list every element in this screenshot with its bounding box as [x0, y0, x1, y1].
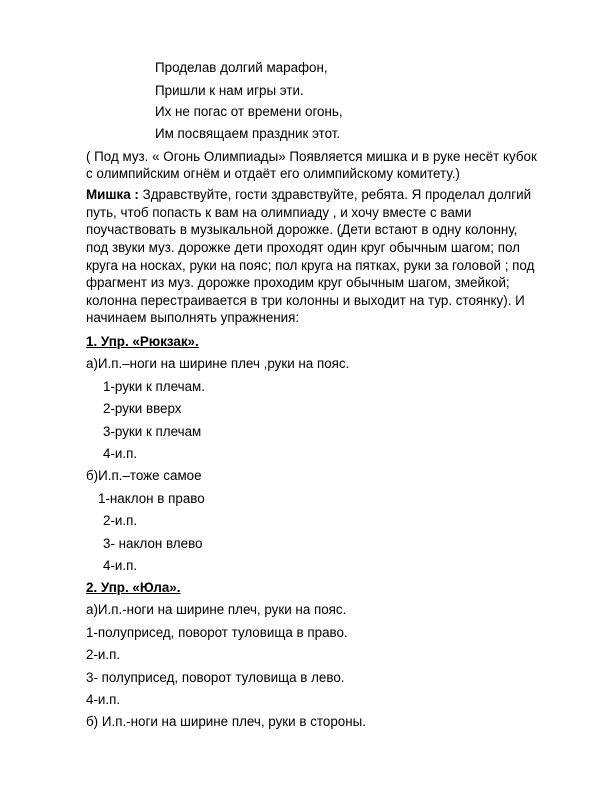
exercise1-b-step-1: 1-наклон в право	[98, 491, 205, 506]
exercise2-line-3: 2-и.п.	[86, 647, 121, 662]
exercise2-line-2: 1-полуприсед, поворот туловища в право.	[86, 625, 348, 640]
remark-line-1: ( Под муз. « Огонь Олимпиады» Появляется мишка и в руке несёт кубок	[86, 149, 537, 164]
exercise1-b-step-3: 3- наклон влево	[103, 536, 203, 551]
exercise1-a-step-1: 1-руки к плечам.	[103, 379, 205, 394]
poem-line-3: Их не погас от времени огонь,	[155, 104, 343, 119]
exercise1-a-step-2: 2-руки вверх	[103, 401, 182, 416]
poem-line-2: Пришли к нам игры эти.	[155, 83, 304, 98]
exercise1-b-step-4: 4-и.п.	[103, 558, 138, 573]
speech-line-8: начинаем выполнять упражнения:	[86, 310, 300, 325]
speech-text: Здравствуйте, гости здравствуйте, ребята. Я проделал долгий	[138, 187, 532, 202]
speech-line-1	[86, 187, 531, 203]
poem-line-4: Им посвящаем праздник этот.	[155, 126, 341, 141]
exercise2-line-1: а)И.п.-ноги на ширине плеч, руки на пояс.	[86, 602, 347, 617]
exercise1-b-step-2: 2-и.п.	[103, 513, 138, 528]
exercise1-part-a: а)И.п.–ноги на ширине плеч ,руки на пояс.	[86, 356, 350, 371]
exercise1-a-step-4: 4-и.п.	[103, 446, 138, 461]
speech-line-6: фрагмент из муз. дорожке проходим круг обычным шагом, змейкой;	[86, 275, 510, 290]
poem-line-1: Проделав долгий марафон,	[155, 60, 328, 75]
exercise1-a-step-3: 3-руки к плечам	[103, 424, 202, 439]
speech-line-3: поучаствовать в музыкальной дорожке. (Дети встают в одну колонну,	[86, 222, 518, 237]
exercise2-line-5: 4-и.п.	[86, 692, 121, 707]
speech-line-2: путь, чтоб попасть к вам на олимпиаду , и хочу вместе с вами	[86, 205, 472, 220]
speaker-name: Мишка :	[86, 187, 139, 202]
speech-line-5: круга на носках, руки на пояс; пол круга на пятках, руки за головой ; под	[86, 258, 535, 273]
exercise2-line-4: 3- полуприсед, поворот туловища в лево.	[86, 670, 345, 685]
exercise1-title: 1. Упр. «Рюкзак».	[86, 334, 199, 349]
exercise2-line-6: б) И.п.-ноги на ширине плеч, руки в стороны.	[86, 714, 366, 729]
speech-line-4: под звуки муз. дорожке дети проходят один круг обычным шагом; пол	[86, 240, 520, 255]
remark-line-2: с олимпийским огнём и отдаёт его олимпийскому комитету.)	[86, 166, 460, 181]
exercise2-title: 2. Упр. «Юла».	[86, 580, 181, 595]
speech-line-7: колонна перестраивается в три колонны и выходит на тур. стоянку). И	[86, 293, 525, 308]
exercise1-part-b: б)И.п.–тоже самое	[86, 468, 202, 483]
